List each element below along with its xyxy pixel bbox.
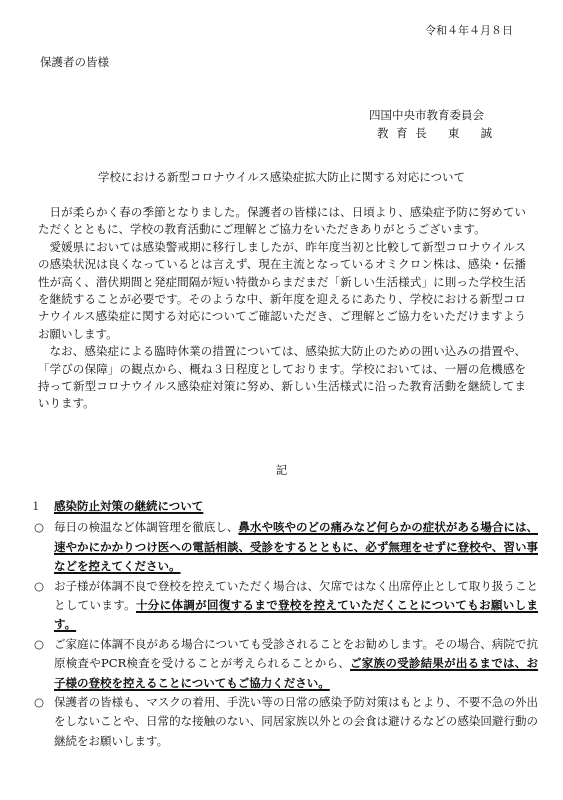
bullet-circle: ○ — [34, 695, 45, 710]
body-paragraph-1: 日が柔らかく春の季節となりました。保護者の皆様には、日頃より、感染症予防に努めていただくとともに、学校の教育活動にご理解とご協力をいただきありがとうございます。 — [38, 205, 526, 237]
section-infection-prevention — [28, 497, 538, 751]
bullet-circle: ○ — [34, 520, 45, 535]
list-item — [28, 577, 538, 635]
addressee: 保護者の皆様 — [40, 55, 109, 69]
section-title: 感染防止対策の継続について — [54, 499, 204, 513]
item-text: 保護者の皆様も、マスクの着用、手洗い等の日常の感染予防対策はもとより、不要不急の外出をしないことや、日常的な接触のない、同居家族以外との会食は避けるなどの感染回避行動の継続をお願いします。 — [54, 695, 538, 748]
document-date: 令和４年４月８日 — [425, 24, 513, 37]
bullet-circle: ○ — [34, 578, 45, 593]
item-text: ご家庭に体調不良がある場合についても受診されることをお勧めします。その場合、病院で抗原検査やPCR検査を受けることが考えられることから、 — [54, 636, 538, 671]
list-item — [28, 693, 538, 751]
ki-heading: 記 — [275, 463, 288, 477]
item-emphasis: 鼻水や咳やのどの痛みなど何らかの症状がある場合には、速やかにかかりつけ医への電話相談、受診をするとともに、必ず無理をせずに登校や、習い事などを控えてください。 — [54, 520, 538, 574]
item-emphasis: ご家族の受診結果が出るまでは、お子様の登校を控えることについてもご協力ください。 — [54, 656, 538, 690]
sender-organization: 四国中央市教育委員会 — [369, 108, 484, 122]
item-text: お子様が体調不良で登校を控えていただく場合は、欠席ではなく出席停止として取り扱うこととしています。 — [54, 578, 538, 613]
sender-title: 教 育 長 東 誠 — [377, 126, 495, 140]
body-paragraph-2: 愛媛県においては感染警戒期に移行しましたが、昨年度当初と比較して新型コロナウイルスの感染状況は良くなっているとは言えず、現在主流となっているオミクロン株は、感染・伝播性が高く、潜伏期間と発症間隔が短い特徴からまだまだ「新しい生活様式」に則った学校生活を継続することが必要です。そのような中、新年度を迎えるにあたり、学校における新型コロナウイルス感染症に関する対応についてご確認いただき、ご理解とご協力をいただけますようお願いします。 — [38, 239, 526, 341]
list-item — [28, 635, 538, 693]
section-heading — [28, 497, 538, 516]
body-paragraph-3: なお、感染症による臨時休業の措置については、感染拡大防止のための囲い込みの措置や、「学びの保障」の観点から、概ね３日程度としております。学校においては、一層の危機感を持って新型コロナウイルス感染症対策に努め、新しい生活様式に沿った教育活動を継続してまいります。 — [38, 344, 526, 411]
item-emphasis: 十分に体調が回復するまで登校を控えていただくことについてもお願いします。 — [54, 598, 538, 632]
sender-block — [369, 106, 519, 142]
section-number: １ — [30, 499, 42, 513]
bullet-circle: ○ — [34, 636, 45, 651]
document-subject: 学校における新型コロナウイルス感染症拡大防止に関する対応について — [97, 170, 466, 184]
list-item — [28, 518, 538, 576]
document-body — [38, 204, 526, 413]
item-text: 毎日の検温など体調管理を徹底し、 — [54, 520, 239, 535]
